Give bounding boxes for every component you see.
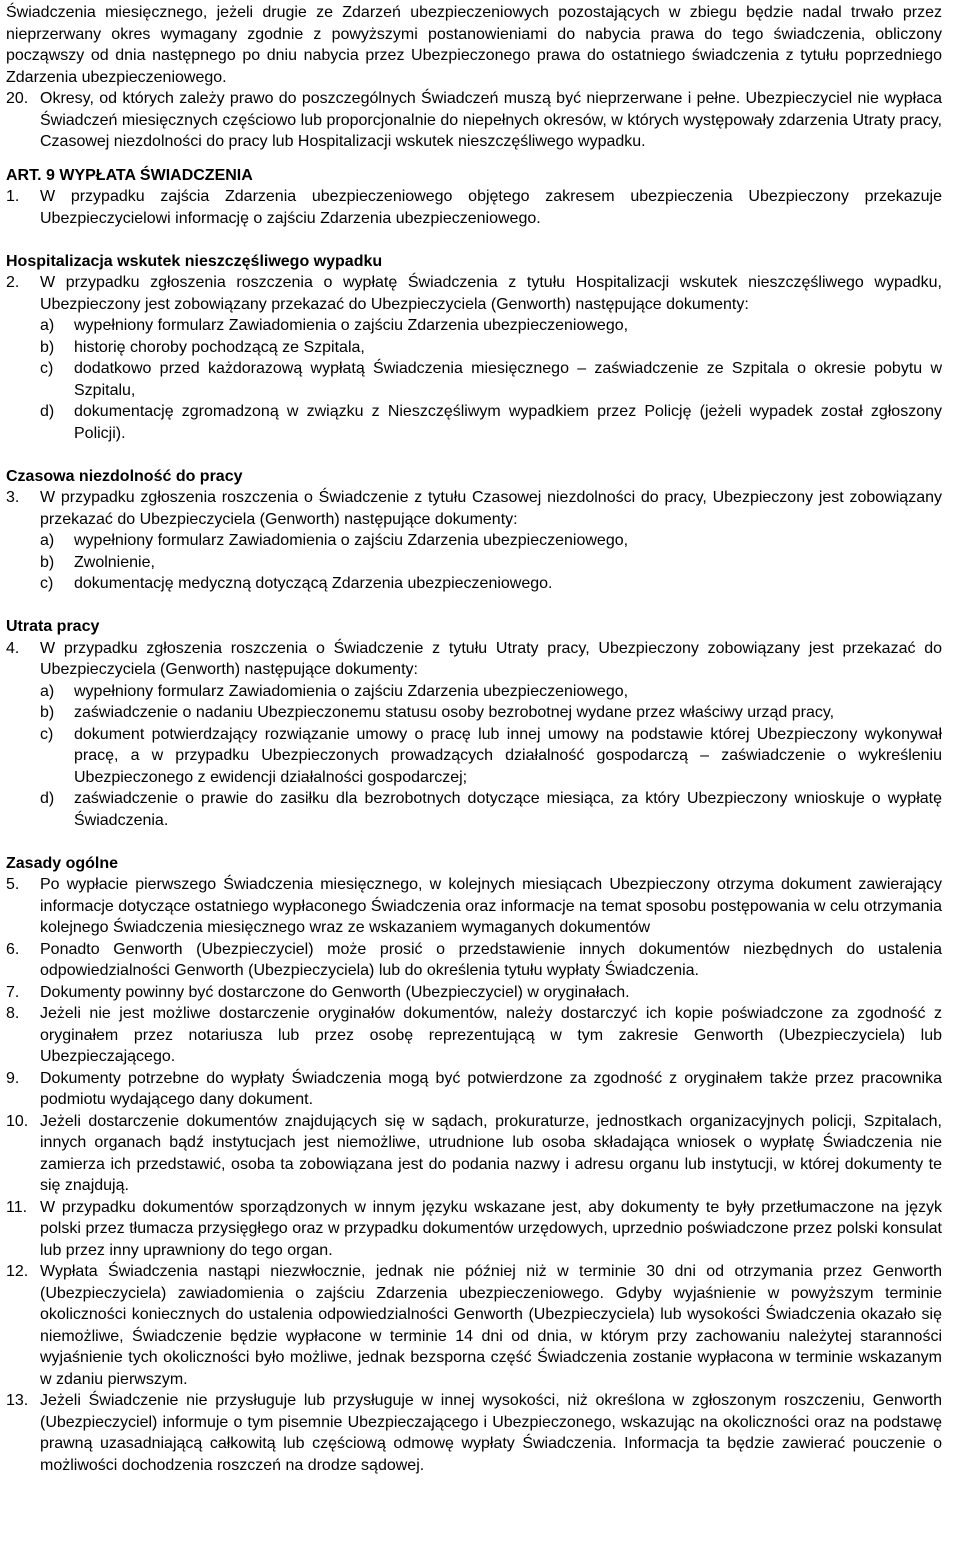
sub-item-letter: b): [40, 338, 55, 356]
item-number: 4.: [6, 639, 20, 657]
spacer: [6, 595, 942, 617]
item-text: Jeżeli nie jest możliwe dostarczenie oryginałów dokumentów, należy dostarczyć ich kopie poświadczone za zgodność z oryginałem przez notariusza lub przez osobę reprezentującą w tym zakresie Genworth (Ubezpieczyciela) lub Ubezpieczającego.: [40, 1005, 942, 1065]
intro-paragraph: Świadczenia miesięcznego, jeżeli drugie ze Zdarzeń ubezpieczeniowych pozostających w zbiegu będzie nadal trwało przez nieprzerwany okres wymagany zgodnie z powyższymi postanowieniami do nabycia prawa do tego świadczenia, obliczony począwszy od dnia następnego po dniu nabycia przez Ubezpieczonego prawa do ostatniego świadczenia z tytułu poprzedniego Zdarzenia ubezpieczeniowego.: [6, 4, 942, 86]
list-item-12: [6, 1261, 942, 1390]
item-number: 1.: [6, 188, 20, 205]
sub-item-text: dokument potwierdzający rozwiązanie umowy o pracę lub innej umowy na podstawie której Ubezpieczony wykonywał pracę, a w przypadku Ubezpieczonych prowadzących działalność gospodarczą – zaświadczenie o wykreśleniu Ubezpieczonego z ewidencji działalności gospodarczej;: [74, 725, 942, 786]
sub-item-letter: d): [40, 790, 55, 807]
sub-item-text: wypełniony formularz Zawiadomienia o zajściu Zdarzenia ubezpieczeniowego,: [74, 682, 629, 700]
sub-item: [40, 401, 942, 444]
list-item-1: [6, 186, 942, 229]
item-text: Ponadto Genworth (Ubezpieczyciel) może prosić o przedstawienie innych dokumentów niezbędnych do ustalenia odpowiedzialności Genworth (Ubezpieczyciela) lub do określenia tytułu wypłaty Świadczenia.: [40, 940, 942, 979]
item-text: W przypadku zgłoszenia roszczenia o Świadczenie z tytułu Utraty pracy, Ubezpieczony zobowiązany jest przekazać do Ubezpieczyciela (Genworth) następujące dokumenty:: [40, 639, 942, 678]
sub-item-letter: b): [40, 553, 55, 571]
list-item-11: [6, 1197, 942, 1262]
list-item-13: [6, 1390, 942, 1476]
list-item-6: [6, 939, 942, 982]
sub-item: [40, 530, 942, 552]
sub-item: [40, 337, 942, 359]
sub-item: [40, 552, 942, 574]
item-text: Po wypłacie pierwszego Świadczenia miesięcznego, w kolejnych miesiącach Ubezpieczony otrzyma dokument zawierający informacje dotyczące ostatniego wypłaconego Świadczenia oraz informacje na temat sposobu postępowania w celu otrzymania kolejnego Świadczenia miesięcznego wraz ze wskazaniem wymaganych dokumentów: [40, 876, 942, 936]
item-text: W przypadku zgłoszenia roszczenia o wypłatę Świadczenia z tytułu Hospitalizacji wskutek nieszczęśliwego wypadku, Ubezpieczony jest zobowiązany przekazać do Ubezpieczyciela (Genworth) następujące dokumenty:: [40, 274, 942, 313]
item-text: Okresy, od których zależy prawo do poszczególnych Świadczeń muszą być nieprzerwane i pełne. Ubezpieczyciel nie wypłaca Świadczeń miesięcznych częściowo lub proporcjonalnie do niepełnych okresów, w których występowały zdarzenia Utraty pracy, Czasowej niezdolności do pracy lub Hospitalizacji wskutek nieszczęśliwego wypadku.: [40, 90, 942, 150]
item-number: 13.: [6, 1392, 29, 1409]
sub-item-letter: d): [40, 403, 55, 420]
item-number: 20.: [6, 90, 29, 107]
section-heading-general-rules: Zasady ogólne: [6, 854, 119, 872]
sub-item-text: zaświadczenie o nadaniu Ubezpieczonemu statusu osoby bezrobotnej wydane przez właściwy urząd pracy,: [74, 704, 835, 721]
item-text: W przypadku dokumentów sporządzonych w innym języku wskazane jest, aby dokumenty te były przetłumaczone na język polski przez tłumacza przysięgłego oraz w przypadku dokumentów urzędowych, uprzednio poświadczone przez polski konsulat lub przez inny uprawniony do tego organ.: [40, 1198, 942, 1259]
item-number: 8.: [6, 1005, 20, 1022]
list-item-7: [6, 982, 942, 1004]
article-9-title: ART. 9 WYPŁATA ŚWIADCZENIA: [6, 166, 253, 184]
sub-item-text: historię choroby pochodzącą ze Szpitala,: [74, 338, 365, 356]
list-item-3: [6, 487, 942, 530]
item-text: Dokumenty potrzebne do wypłaty Świadczenia mogą być potwierdzone za zgodność z oryginałem także przez pracownika podmiotu wydającego dany dokument.: [40, 1069, 942, 1108]
sub-item: [40, 681, 942, 703]
sub-item: [40, 702, 942, 724]
sub-item-text: wypełniony formularz Zawiadomienia o zajściu Zdarzenia ubezpieczeniowego,: [74, 532, 629, 549]
sub-item-letter: b): [40, 704, 55, 721]
item-text: W przypadku zgłoszenia roszczenia o Świadczenie z tytułu Czasowej niezdolności do pracy, Ubezpieczony jest zobowiązany przekazać do Ubezpieczyciela (Genworth) następujące dokumenty:: [40, 489, 942, 528]
item-number: 9.: [6, 1069, 20, 1087]
item-number: 11.: [6, 1198, 28, 1216]
list-item-4: [6, 638, 942, 681]
item-text: Wypłata Świadczenia nastąpi niezwłocznie, jednak nie później niż w terminie 30 dni od otrzymania przez Genworth (Ubezpieczyciela) zawiadomienia o zajściu Zdarzenia ubezpieczeniowego. Gdyby wyjaśnienie w powyższym terminie okoliczności koniecznych do ustalenia odpowiedzialności Genworth (Ubezpieczyciela) lub wysokości Świadczenia okazało się niemożliwe, Świadczenie będzie wypłacone w terminie 14 dni od dnia, w którym przy zachowaniu należytej staranności wyjaśnienie tych okoliczności było możliwe, jednak bezsporna część Świadczenia zostanie wypłacona w terminie wskazanym w zdaniu pierwszym.: [40, 1263, 942, 1388]
list-item-9: [6, 1068, 942, 1111]
sub-item-letter: c): [40, 725, 54, 743]
sub-item-letter: a): [40, 682, 55, 700]
list-item-2: [6, 272, 942, 315]
item-number: 3.: [6, 489, 20, 506]
sub-item: [40, 358, 942, 401]
sub-item-letter: a): [40, 532, 55, 549]
list-item-20: [6, 88, 942, 153]
item-text: W przypadku zajścia Zdarzenia ubezpieczeniowego objętego zakresem ubezpieczenia Ubezpieczony przekazuje Ubezpieczycielowi informację o zajściu Zdarzenia ubezpieczeniowego.: [40, 188, 942, 227]
sub-item: [40, 573, 942, 595]
list-item-8: [6, 1003, 942, 1068]
sub-item-letter: a): [40, 317, 55, 334]
sub-item-text: Zwolnienie,: [74, 553, 155, 571]
section-heading-hospitalization: Hospitalizacja wskutek nieszczęśliwego wypadku: [6, 252, 383, 270]
sub-item-text: dodatkowo przed każdorazową wypłatą Świadczenia miesięcznego – zaświadczenie ze Szpitala o okresie pobytu w Szpitalu,: [74, 360, 942, 399]
item-text: Dokumenty powinny być dostarczone do Genworth (Ubezpieczyciel) w oryginałach.: [40, 983, 630, 1001]
sub-item-text: dokumentację medyczną dotyczącą Zdarzenia ubezpieczeniowego.: [74, 575, 553, 592]
spacer: [6, 229, 942, 251]
item-number: 2.: [6, 274, 20, 291]
item-text: Jeżeli Świadczenie nie przysługuje lub przysługuje w innej wysokości, niż określona w zgłoszonym roszczeniu, Genworth (Ubezpieczyciel) informuje o tym pisemnie Ubezpieczającego i Ubezpieczonego, wskazując na okoliczności oraz na podstawę prawną uzasadniającą całkowitą lub częściową odmowę wypłaty Świadczenia. Informacja ta będzie zawierać pouczenie o możliwości dochodzenia roszczeń na drodze sądowej.: [40, 1392, 942, 1474]
sub-item-text: wypełniony formularz Zawiadomienia o zajściu Zdarzenia ubezpieczeniowego,: [74, 317, 629, 334]
sub-item-text: zaświadczenie o prawie do zasiłku dla bezrobotnych dotyczące miesiąca, za który Ubezpieczony wnioskuje o wypłatę Świadczenia.: [74, 790, 942, 829]
list-item-10: [6, 1111, 942, 1197]
sub-item: [40, 788, 942, 831]
spacer: [6, 153, 942, 165]
sub-item: [40, 724, 942, 789]
sub-item: [40, 315, 942, 337]
item-text: Jeżeli dostarczenie dokumentów znajdujących się w sądach, prokuraturze, jednostkach organizacyjnych policji, Szpitalach, innych organach bądź instytucjach jest niemożliwe, utrudnione lub osoba składająca wniosek o wypłatę Świadczenia nie zamierza ich przedstawić, osoba ta zobowiązana jest do podania nazwy i adresu organu lub instytucji, w której dokumenty te się znajdują.: [40, 1112, 942, 1194]
section-heading-job-loss: Utrata pracy: [6, 618, 100, 635]
item-number: 5.: [6, 876, 20, 893]
item-number: 12.: [6, 1263, 29, 1280]
spacer: [6, 444, 942, 466]
section-heading-incapacity: Czasowa niezdolność do pracy: [6, 467, 243, 485]
spacer: [6, 831, 942, 853]
sub-item-letter: c): [40, 360, 54, 377]
sub-item-letter: c): [40, 575, 54, 592]
item-number: 7.: [6, 983, 20, 1001]
list-item-5: [6, 874, 942, 939]
item-number: 10.: [6, 1112, 29, 1130]
item-number: 6.: [6, 940, 20, 958]
sub-item-text: dokumentację zgromadzoną w związku z Nieszczęśliwym wypadkiem przez Policję (jeżeli wypadek został zgłoszony Policji).: [74, 403, 942, 442]
